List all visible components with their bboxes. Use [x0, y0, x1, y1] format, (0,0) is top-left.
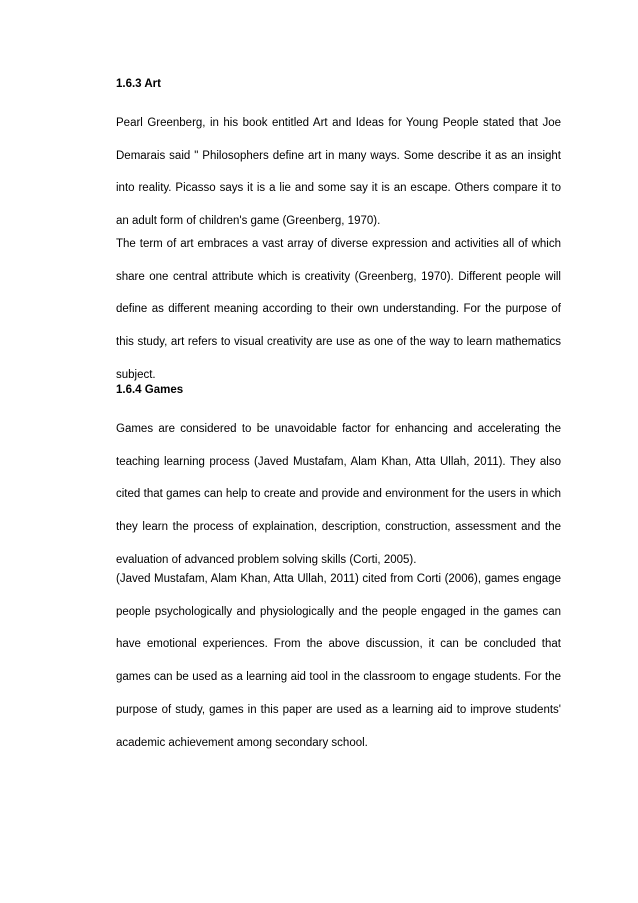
paragraph-games-1: Games are considered to be unavoidable factor for enhancing and accelerating the teaching learning process (Javed Mustafam, Alam Khan, Atta Ullah, 2011). They also cited that games can help to create and provide and environment for the users in which they learn the process of explaination, description, construction, assessment and the evaluation of advanced problem solving skills (Corti, 2005).: [116, 423, 561, 566]
paragraph-art-2: The term of art embraces a vast array of diverse expression and activities all of which share one central attribute which is creativity (Greenberg, 1970). Different people will define as different meaning according to their own understanding. For the purpose of this study, art refers to visual creativity are use as one of the way to learn mathematics subject.: [116, 238, 561, 381]
section-heading-games: 1.6.4 Games: [116, 384, 184, 396]
paragraph-games-2: (Javed Mustafam, Alam Khan, Atta Ullah, 2011) cited from Corti (2006), games engage people psychologically and physiologically and the people engaged in the games can have emotional experiences. From the above discussion, it can be concluded that games can be used as a learning aid tool in the classroom to engage students. For the purpose of study, games in this paper are used as a learning aid to improve students' academic achievement among secondary school.: [116, 573, 561, 749]
section-heading-art: 1.6.3 Art: [116, 78, 161, 90]
paragraph-art-1: Pearl Greenberg, in his book entitled Art and Ideas for Young People stated that Joe Demarais said " Philosophers define art in many ways. Some describe it as an insight into reality. Picasso says it is a lie and some say it is an escape. Others compare it to an adult form of children's game (Greenberg, 1970).: [116, 117, 561, 228]
